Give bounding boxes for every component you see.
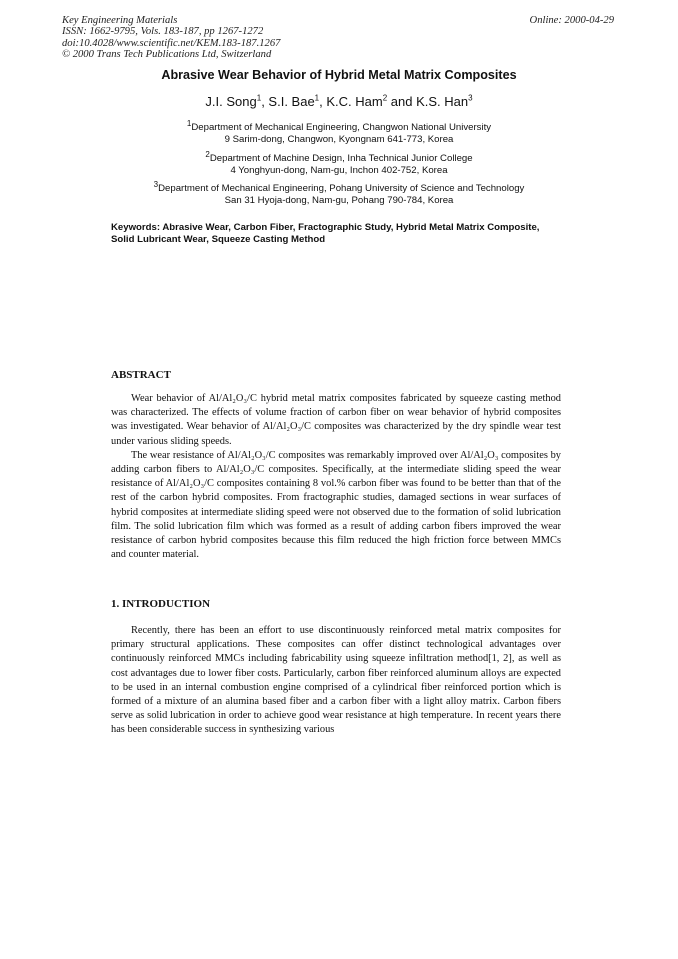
author-affil-sup: 1 [256,93,262,103]
issn-line: ISSN: 1662-9795, Vols. 183-187, pp 1267-1272 [62,26,264,38]
author-list: J.I. Song$^1$, S.I. Bae$^1$, K.C. Ham$^2$ and K.S. Han$^3$ [205,93,473,109]
author-name: K.C. Ham [326,94,383,109]
journal-name: Key Engineering Materials [62,15,178,26]
abstract-body [111,392,561,562]
affiliation: $^1$Department of Mechanical Engineering, Changwon National University 9 Sarim-dong, Changwon, Kyongnam 641-773, Korea [186,118,492,145]
paper-title: Abrasive Wear Behavior of Hybrid Metal Matrix Composites [161,68,517,82]
author-affil-sup: 2 [382,93,388,103]
keywords [111,222,561,246]
publication-info [62,15,280,61]
affiliations [0,118,678,214]
introduction-body [111,624,561,738]
copyright-line: © 2000 Trans Tech Publications Ltd, Switzerland [62,49,272,61]
author-name: S.I. Bae [268,94,315,109]
section-heading-introduction: 1. INTRODUCTION [111,598,211,610]
author-affil-sup: 1 [314,93,320,103]
affiliation: $^2$Department of Machine Design, Inha Technical Junior College 4 Yonghyun-dong, Nam-gu, Inchon 402-752, Korea [205,149,473,176]
online-date: Online: 2000-04-29 [529,15,614,26]
introduction-paragraph: Recently, there has been an effort to use discontinuously reinforced metal matrix composites for primary structural applications. These composites can offer distinct technological advantages over continuously reinforced MMCs including fabricability using squeeze infiltration method[1, 2], as well as cost advantages due to lower fiber costs. Particularly, carbon fiber reinforced aluminum alloys are expected to be used in an internal combustion engine comprised of a cylindrical fiber reinforced portion which is formed of a mixture of an alumina based fiber and a carbon fiber with a light alloy matrix. Carbon fibers serve as solid lubrication in order to achieve good wear resistance at high temperature. In recent years there has been considerable success in synthesizing various [111,625,561,736]
author-name: J.I. Song [205,94,257,109]
abstract-heading: ABSTRACT [111,369,171,381]
abstract-paragraph: Wear behavior of Al/Al₂O₃/C hybrid metal matrix composites fabricated by squeeze casting method was characterized. The effects of volume fraction of carbon fiber on wear behavior of hybrid composites was investigated. Wear behavior of Al/Al₂O₃/C composites was characterized by the dry spindle wear test under various sliding speeds. [111,393,561,447]
keywords-label: Keywords: [111,222,161,233]
abstract-paragraph: The wear resistance of Al/Al₂O₃/C composites was remarkably improved over Al/Al₂O₃ composites by adding carbon fibers to Al/Al₂O₃/C composites. Specifically, at the intermediate sliding speed the wear resistance of Al/Al₂O₃/C composites containing 8 vol.% carbon fiber was found to be better than that of the rest of the carbon hybrid composites. From fractographic studies, damaged sections in wear surfaces of hybrid composites at intermediate sliding speed were not observed due to the formation of solid lubrication film. The solid lubrication film which was formed as a result of adding carbon fibers improved the wear resistance of carbon hybrid composites because this film reduced the high friction force between MMCs and counter material. [111,449,561,561]
author-name: K.S. Han [416,94,469,109]
keywords-text: Abrasive Wear, Carbon Fiber, Fractographic Study, Hybrid Metal Matrix Composite, Solid Lubricant Wear, Squeeze Casting Method [111,222,540,245]
author-affil-sup: 3 [468,93,473,103]
affiliation: $^3$Department of Mechanical Engineering, Pohang University of Science and Technology San 31 Hyoja-dong, Nam-gu, Pohang 790-784, Korea [153,179,525,206]
doi-line[interactable]: doi:10.4028/www.scientific.net/KEM.183-187.1267 [62,37,281,49]
